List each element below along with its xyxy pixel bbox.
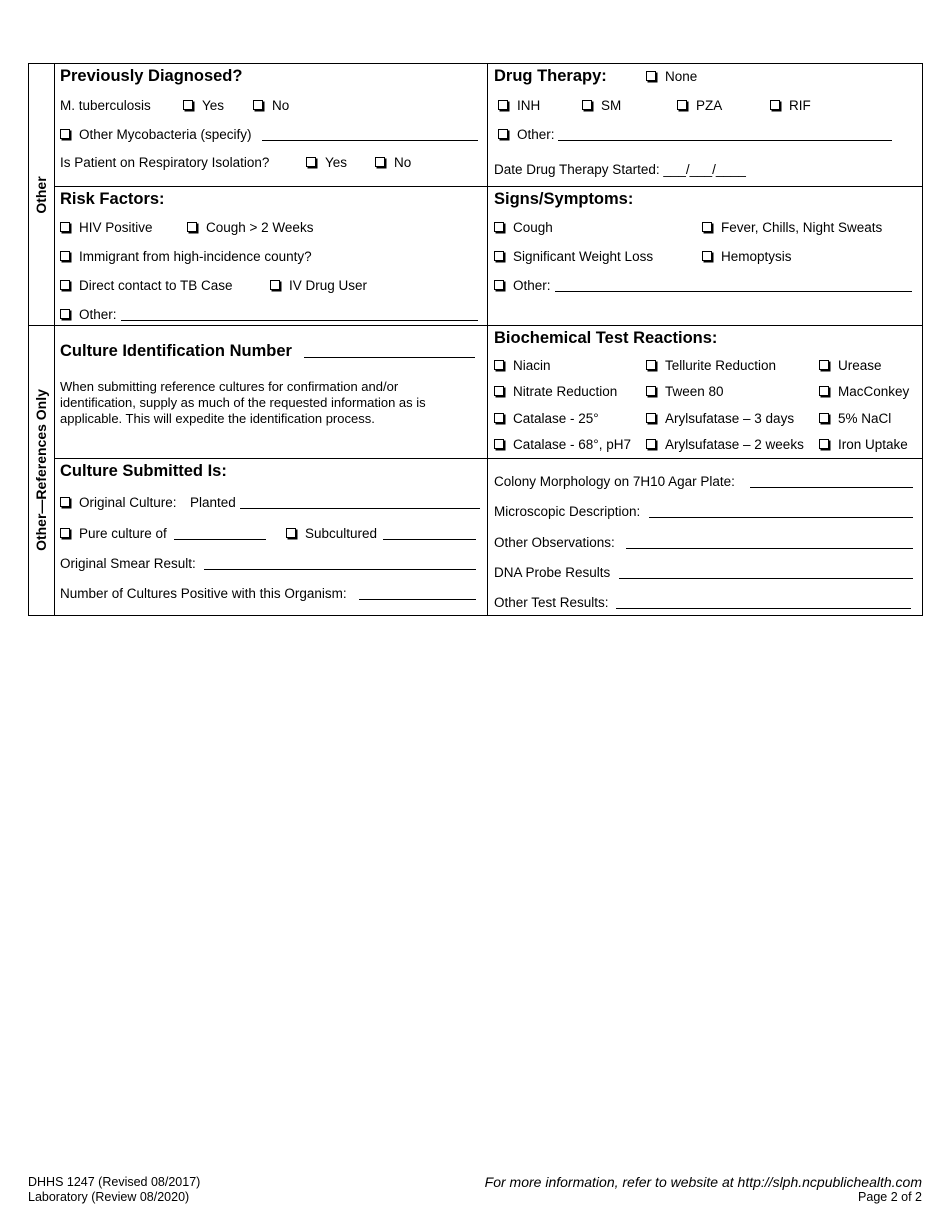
drug-other-field[interactable]	[558, 128, 892, 141]
checkbox[interactable]	[702, 222, 712, 232]
option-label: Significant Weight Loss	[513, 249, 654, 264]
option-label: Subcultured	[305, 526, 378, 541]
option-label: Iron Uptake	[838, 437, 908, 452]
option-label: Yes	[202, 98, 225, 113]
checkbox[interactable]	[494, 222, 504, 232]
pure-culture-field[interactable]	[174, 527, 266, 540]
bio-catalase-25-option[interactable]	[494, 411, 599, 426]
checkbox[interactable]	[770, 100, 780, 110]
risk-iv-option[interactable]	[270, 278, 367, 293]
previously-diagnosed-heading: Previously Diagnosed?	[60, 67, 243, 85]
checkbox[interactable]	[306, 157, 316, 167]
checkbox[interactable]	[494, 360, 504, 370]
dna-probe-field[interactable]	[619, 566, 913, 579]
original-smear-field[interactable]	[204, 557, 476, 570]
risk-other-option[interactable]	[60, 307, 117, 322]
checkbox[interactable]	[60, 528, 70, 538]
option-label: Immigrant from high-incidence county?	[79, 249, 312, 264]
option-label: PZA	[696, 98, 723, 113]
date-drug-therapy-started[interactable]: Date Drug Therapy Started: ___/___/____	[494, 162, 746, 177]
option-label: IV Drug User	[289, 278, 368, 293]
bio-arylsulfatase-3-option[interactable]	[646, 411, 794, 426]
drug-other-option[interactable]	[498, 127, 555, 142]
checkbox[interactable]	[646, 413, 656, 423]
checkbox[interactable]	[646, 386, 656, 396]
risk-other-field[interactable]	[121, 308, 478, 321]
option-label: Other:	[79, 307, 117, 322]
planted-field[interactable]	[240, 496, 480, 509]
checkbox[interactable]	[819, 439, 829, 449]
checkbox[interactable]	[498, 129, 508, 139]
subcultured-field[interactable]	[383, 527, 476, 540]
colony-morphology-label: Colony Morphology on 7H10 Agar Plate:	[494, 474, 735, 489]
row-divider-3	[54, 458, 922, 459]
symptom-other-field[interactable]	[555, 279, 912, 292]
culture-submitted-heading: Culture Submitted Is:	[60, 462, 227, 480]
drug-sm-option[interactable]	[582, 98, 621, 113]
option-label: Direct contact to TB Case	[79, 278, 233, 293]
side-column-divider	[54, 64, 55, 615]
option-label: Other:	[517, 127, 555, 142]
checkbox[interactable]	[494, 280, 504, 290]
option-label: Hemoptysis	[721, 249, 792, 264]
bio-urease-option[interactable]	[819, 358, 882, 373]
checkbox[interactable]	[646, 439, 656, 449]
original-smear-label: Original Smear Result:	[60, 556, 196, 571]
bio-iron-option[interactable]	[819, 437, 908, 452]
option-label: Catalase - 25°	[513, 411, 599, 426]
microscopic-field[interactable]	[649, 505, 913, 518]
other-mycobacteria-field[interactable]	[262, 128, 478, 141]
num-positive-label: Number of Cultures Positive with this Organism:	[60, 586, 347, 601]
planted-label: Planted	[190, 495, 236, 510]
checkbox[interactable]	[375, 157, 385, 167]
risk-immigrant-option[interactable]	[60, 249, 312, 264]
option-label: Catalase - 68°, pH7	[513, 437, 631, 452]
checkbox[interactable]	[819, 386, 829, 396]
option-label: Tween 80	[665, 384, 724, 399]
dna-probe-label: DNA Probe Results	[494, 565, 611, 580]
page-number: Page 2 of 2	[858, 1190, 922, 1204]
checkbox[interactable]	[646, 71, 656, 81]
drug-pza-option[interactable]	[677, 98, 722, 113]
drug-therapy-heading: Drug Therapy:	[494, 67, 607, 85]
checkbox[interactable]	[286, 528, 296, 538]
checkbox[interactable]	[183, 100, 193, 110]
option-label: Cough	[513, 220, 553, 235]
bio-arylsulfatase-2-option[interactable]	[646, 437, 804, 452]
risk-cough-option[interactable]	[187, 220, 313, 235]
num-positive-field[interactable]	[359, 587, 476, 600]
option-label: SM	[601, 98, 622, 113]
option-label: Other:	[513, 278, 551, 293]
checkbox[interactable]	[498, 100, 508, 110]
checkbox[interactable]	[819, 360, 829, 370]
checkbox[interactable]	[494, 413, 504, 423]
option-label: Urease	[838, 358, 882, 373]
checkbox[interactable]	[702, 251, 712, 261]
original-culture-option[interactable]	[60, 495, 177, 510]
mtb-no-option[interactable]	[253, 98, 289, 113]
culture-id-instructions: When submitting reference cultures for confirmation and/or identification, supply as much of the requested information as is applicable. This will expedite the identification process.	[60, 379, 426, 426]
checkbox[interactable]	[494, 386, 504, 396]
checkbox[interactable]	[60, 280, 70, 290]
lab-review: Laboratory (Review 08/2020)	[28, 1190, 190, 1204]
option-label: Niacin	[513, 358, 551, 373]
risk-contact-option[interactable]	[60, 278, 233, 293]
bio-niacin-option[interactable]	[494, 358, 551, 373]
option-label: Nitrate Reduction	[513, 384, 618, 399]
subcultured-option[interactable]	[286, 526, 377, 541]
checkbox[interactable]	[646, 360, 656, 370]
drug-none-option[interactable]	[646, 69, 697, 84]
symptom-cough-option[interactable]	[494, 220, 553, 235]
side-label-references: Other—References Only	[33, 389, 49, 551]
checkbox[interactable]	[494, 439, 504, 449]
option-label: 5% NaCl	[838, 411, 892, 426]
option-label: None	[665, 69, 698, 84]
row-divider-1	[54, 186, 922, 187]
option-label: HIV Positive	[79, 220, 153, 235]
option-label: Original Culture:	[79, 495, 177, 510]
checkbox[interactable]	[819, 413, 829, 423]
bio-nacl-option[interactable]	[819, 411, 891, 426]
isolation-yes-option[interactable]	[306, 155, 347, 170]
culture-id-heading: Culture Identification Number	[60, 342, 292, 360]
checkbox[interactable]	[60, 497, 70, 507]
risk-factors-heading: Risk Factors:	[60, 190, 165, 208]
option-label: Arylsufatase – 3 days	[665, 411, 795, 426]
other-tests-label: Other Test Results:	[494, 595, 609, 610]
signs-symptoms-heading: Signs/Symptoms:	[494, 190, 634, 208]
biochemical-heading: Biochemical Test Reactions:	[494, 329, 718, 347]
checkbox[interactable]	[187, 222, 197, 232]
mtb-yes-option[interactable]	[183, 98, 224, 113]
checkbox[interactable]	[582, 100, 592, 110]
isolation-question: Is Patient on Respiratory Isolation?	[60, 155, 270, 170]
option-label: MacConkey	[838, 384, 910, 399]
center-column-divider	[487, 64, 488, 615]
bio-tellurite-option[interactable]	[646, 358, 776, 373]
other-tests-field[interactable]	[616, 596, 911, 609]
section-divider	[29, 325, 922, 326]
checkbox[interactable]	[494, 251, 504, 261]
option-label: Arylsufatase – 2 weeks	[665, 437, 804, 452]
option-label: No	[394, 155, 412, 170]
option-label: Tellurite Reduction	[665, 358, 777, 373]
option-label: Fever, Chills, Night Sweats	[721, 220, 883, 235]
checkbox[interactable]	[60, 129, 70, 139]
colony-morphology-field[interactable]	[750, 475, 913, 488]
info-link[interactable]: For more information, refer to website at http://slph.ncpublichealth.com	[484, 1174, 922, 1190]
option-label: INH	[517, 98, 541, 113]
form-id: DHHS 1247 (Revised 08/2017)	[28, 1175, 201, 1189]
symptom-fever-option[interactable]	[702, 220, 882, 235]
option-label: Other Mycobacteria (specify)	[79, 127, 252, 142]
checkbox[interactable]	[677, 100, 687, 110]
pure-culture-option[interactable]	[60, 526, 167, 541]
symptom-other-option[interactable]	[494, 278, 551, 293]
bio-macconkey-option[interactable]	[819, 384, 909, 399]
checkbox[interactable]	[270, 280, 280, 290]
other-mycobacteria-option[interactable]	[60, 127, 252, 142]
risk-hiv-option[interactable]	[60, 220, 153, 235]
option-label: Cough > 2 Weeks	[206, 220, 314, 235]
microscopic-label: Microscopic Description:	[494, 504, 641, 519]
culture-id-field[interactable]	[304, 345, 475, 358]
checkbox[interactable]	[60, 251, 70, 261]
isolation-no-option[interactable]	[375, 155, 411, 170]
checkbox[interactable]	[60, 222, 70, 232]
option-label: No	[272, 98, 290, 113]
symptom-hemoptysis-option[interactable]	[702, 249, 792, 264]
other-observations-field[interactable]	[626, 536, 913, 549]
bio-nitrate-option[interactable]	[494, 384, 617, 399]
checkbox[interactable]	[60, 309, 70, 319]
bio-catalase-68-option[interactable]	[494, 437, 631, 452]
drug-inh-option[interactable]	[498, 98, 540, 113]
checkbox[interactable]	[253, 100, 263, 110]
side-label-other: Other	[33, 176, 49, 214]
option-label: RIF	[789, 98, 811, 113]
option-label: Yes	[325, 155, 348, 170]
other-observations-label: Other Observations:	[494, 535, 615, 550]
option-label: Pure culture of	[79, 526, 167, 541]
mtb-label: M. tuberculosis	[60, 98, 151, 113]
symptom-weight-loss-option[interactable]	[494, 249, 653, 264]
drug-rif-option[interactable]	[770, 98, 811, 113]
bio-tween-option[interactable]	[646, 384, 724, 399]
